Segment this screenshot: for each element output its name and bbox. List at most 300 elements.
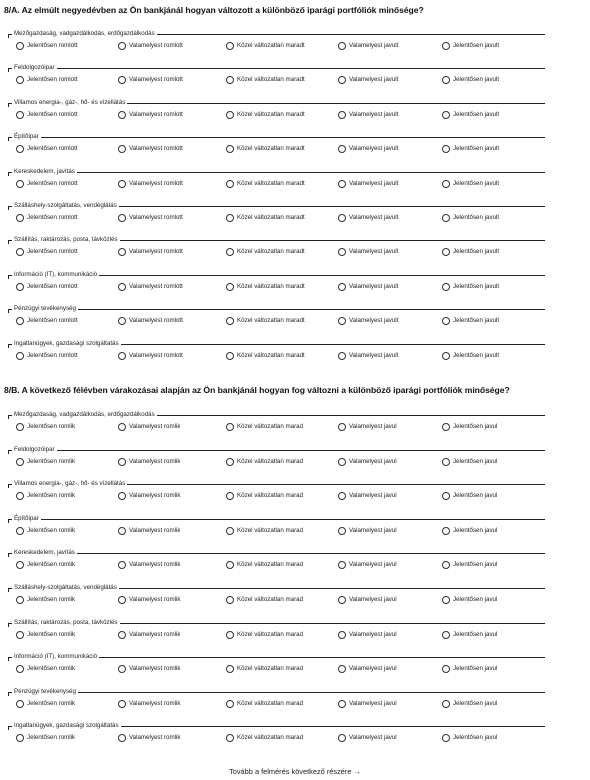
radio-option-label: Jelentősen romlott [27,110,78,118]
radio-option[interactable] [118,75,183,85]
radio-option[interactable] [226,351,305,361]
radio-option[interactable] [442,422,497,432]
radio-button[interactable] [442,631,450,639]
radio-button[interactable] [226,214,234,222]
radio-button[interactable] [442,111,450,119]
group-divider-tick [8,553,9,557]
radio-button[interactable] [118,180,126,188]
radio-group [16,422,545,432]
radio-option-label: Valamelyest javul [349,457,397,465]
radio-option-label: Valamelyest romlott [129,248,183,256]
radio-option[interactable] [16,110,78,120]
radio-button[interactable] [118,423,126,431]
group-divider-tick [8,692,9,696]
radio-option[interactable] [226,630,303,640]
radio-option[interactable] [226,316,305,326]
radio-option[interactable] [16,247,78,257]
radio-option[interactable] [118,422,180,432]
radio-option-label: Jelentősen romlott [27,282,78,290]
radio-button[interactable] [118,248,126,256]
radio-button[interactable] [16,317,24,325]
radio-option[interactable] [226,422,303,432]
radio-option-label: Valamelyest javul [349,561,397,569]
radio-option-label: Valamelyest romlik [129,630,181,638]
radio-option[interactable] [338,422,397,432]
sector-group [8,446,545,480]
radio-button[interactable] [16,145,24,153]
radio-option[interactable] [442,491,497,501]
radio-button[interactable] [338,734,346,742]
radio-option-label: Jelentősen javult [453,282,500,290]
radio-option-label: Közel változatlan maradt [237,110,305,118]
radio-button[interactable] [442,423,450,431]
radio-option[interactable] [442,526,497,536]
radio-option[interactable] [338,457,397,467]
next-section-link[interactable]: Tovább a felmérés következő részére → [229,767,361,776]
radio-button[interactable] [118,734,126,742]
radio-option-label: Közel változatlan maradt [237,145,305,153]
radio-button[interactable] [338,596,346,604]
radio-button[interactable] [442,180,450,188]
radio-button[interactable] [226,145,234,153]
group-divider-tick [8,657,9,661]
radio-option[interactable] [16,41,78,51]
radio-option[interactable] [16,75,78,85]
radio-button[interactable] [118,352,126,360]
radio-button[interactable] [226,111,234,119]
radio-button[interactable] [16,180,24,188]
sector-label: Villamos energia-, gáz-, hő- és vízellátás [14,98,126,106]
radio-option-label: Valamelyest romlik [129,492,181,500]
radio-option[interactable] [338,630,397,640]
radio-button[interactable] [442,492,450,500]
radio-option[interactable] [338,213,398,223]
radio-option[interactable] [118,351,183,361]
radio-button[interactable] [338,283,346,291]
radio-option-label: Valamelyest romlott [129,76,183,84]
radio-button[interactable] [16,700,24,708]
sector-group [8,584,545,618]
radio-option[interactable] [442,110,499,120]
radio-option[interactable] [442,75,499,85]
radio-button[interactable] [226,492,234,500]
radio-button[interactable] [16,283,24,291]
radio-button[interactable] [16,352,24,360]
radio-option-label: Valamelyest romlik [129,665,181,673]
radio-group [16,144,545,154]
radio-button[interactable] [442,700,450,708]
radio-option[interactable] [338,110,398,120]
radio-option-label: Valamelyest romlott [129,110,183,118]
group-divider-tick [8,623,9,627]
radio-button[interactable] [338,631,346,639]
radio-option-label: Valamelyest javult [349,179,399,187]
radio-option[interactable] [118,491,180,501]
radio-button[interactable] [226,42,234,50]
radio-option-label: Valamelyest javul [349,734,397,742]
radio-option-label: Jelentősen javul [453,734,498,742]
radio-button[interactable] [118,492,126,500]
radio-button[interactable] [118,596,126,604]
radio-button[interactable] [442,76,450,84]
radio-button[interactable] [118,665,126,673]
radio-option[interactable] [338,664,397,674]
sector-group [8,549,545,583]
radio-option-label: Valamelyest javult [349,214,399,221]
radio-option[interactable] [16,526,75,536]
radio-button[interactable] [226,76,234,84]
radio-option[interactable] [118,41,183,51]
radio-button[interactable] [226,631,234,639]
radio-button[interactable] [442,561,450,569]
radio-option[interactable] [442,664,497,674]
group-divider-tick [8,68,9,72]
radio-option-label: Valamelyest javul [349,492,397,500]
radio-option[interactable] [442,595,497,605]
radio-option[interactable] [118,316,183,326]
radio-option[interactable] [442,316,499,326]
radio-option-label: Valamelyest javult [349,282,399,290]
radio-option-label: Valamelyest romlott [129,214,183,221]
radio-option[interactable] [16,699,75,709]
radio-group [16,110,545,120]
radio-option-label: Valamelyest romlott [129,179,183,187]
radio-option[interactable] [442,41,499,51]
radio-option-label: Jelentősen romlik [27,665,76,673]
radio-option[interactable] [118,699,180,709]
radio-group [16,179,545,189]
radio-option-label: Jelentősen romlik [27,596,76,603]
radio-button[interactable] [16,76,24,84]
radio-button[interactable] [442,248,450,256]
radio-button[interactable] [118,145,126,153]
radio-option[interactable] [338,595,397,605]
sector-group [8,305,545,339]
radio-option[interactable] [442,351,499,361]
radio-option[interactable] [338,491,397,501]
radio-option[interactable] [442,144,499,154]
group-divider [8,172,545,173]
radio-button[interactable] [118,458,126,466]
radio-button[interactable] [226,527,234,535]
radio-option[interactable] [226,282,305,292]
radio-option[interactable] [226,733,303,743]
group-divider-tick [8,172,9,176]
sector-group [8,722,545,756]
radio-button[interactable] [226,352,234,360]
radio-button[interactable] [338,527,346,535]
radio-option[interactable] [118,179,183,189]
radio-button[interactable] [118,42,126,50]
radio-button[interactable] [16,631,24,639]
radio-option[interactable] [442,247,499,257]
group-divider [8,309,545,310]
radio-group [16,733,545,743]
radio-option[interactable] [16,179,78,189]
radio-button[interactable] [16,734,24,742]
radio-option[interactable] [338,179,398,189]
radio-group [16,75,545,85]
sector-group [8,271,545,305]
radio-option[interactable] [338,247,398,257]
radio-option[interactable] [442,733,497,743]
radio-button[interactable] [118,631,126,639]
radio-option[interactable] [226,144,305,154]
radio-button[interactable] [226,248,234,256]
radio-option[interactable] [442,560,497,570]
sector-label: Építőipar [14,133,39,141]
radio-option-label: Jelentősen romlik [27,492,76,500]
sector-group [8,515,545,549]
radio-button[interactable] [226,283,234,291]
radio-option[interactable] [226,213,305,223]
radio-button[interactable] [338,214,346,222]
radio-option[interactable] [226,526,303,536]
radio-option-label: Jelentősen javul [453,457,498,465]
radio-option-label: Jelentősen javul [453,596,498,603]
radio-group [16,526,545,536]
group-divider-tick [8,275,9,279]
radio-button[interactable] [16,111,24,119]
radio-option[interactable] [338,526,397,536]
radio-button[interactable] [338,180,346,188]
radio-group [16,664,545,674]
radio-option[interactable] [118,733,180,743]
radio-option[interactable] [118,595,180,605]
radio-option[interactable] [338,733,397,743]
radio-option[interactable] [226,560,303,570]
radio-button[interactable] [118,700,126,708]
radio-button[interactable] [226,561,234,569]
radio-option-label: Valamelyest romlik [129,423,181,430]
radio-option[interactable] [16,351,78,361]
radio-option[interactable] [16,422,75,432]
radio-group [16,247,545,257]
radio-option-label: Közel változatlan maradt [237,317,305,325]
radio-button[interactable] [338,248,346,256]
radio-option[interactable] [16,733,75,743]
radio-option[interactable] [226,595,303,605]
radio-option[interactable] [118,144,183,154]
group-divider-tick [8,309,9,313]
radio-button[interactable] [226,317,234,325]
radio-option[interactable] [16,144,78,154]
radio-option-label: Közel változatlan maradt [237,42,305,49]
radio-option-label: Jelentősen javult [453,110,500,118]
sector-group [8,30,545,64]
radio-option-label: Valamelyest javul [349,526,397,534]
radio-option-label: Valamelyest javult [349,76,399,84]
radio-button[interactable] [118,317,126,325]
radio-option[interactable] [118,213,183,223]
radio-button[interactable] [442,145,450,153]
radio-button[interactable] [16,665,24,673]
radio-option-label: Jelentősen romlott [27,76,78,84]
radio-button[interactable] [226,596,234,604]
radio-option[interactable] [226,699,303,709]
radio-option-label: Jelentősen javult [453,351,500,359]
radio-option[interactable] [226,179,305,189]
radio-option-label: Valamelyest javult [349,110,399,118]
radio-option[interactable] [16,630,75,640]
sector-group [8,168,545,202]
radio-button[interactable] [16,458,24,466]
radio-button[interactable] [442,527,450,535]
radio-option-label: Jelentősen javult [453,214,500,221]
radio-option-label: Jelentősen javul [453,699,498,707]
sector-label: Szálláshely-szolgáltatás, vendéglátás [14,584,117,591]
radio-button[interactable] [16,423,24,431]
radio-option[interactable] [338,316,398,326]
radio-button[interactable] [442,665,450,673]
radio-group [16,213,545,223]
sector-label: Mezőgazdaság, vadgazdálkodás, erdőgazdálkodás [14,411,155,418]
radio-option-label: Jelentősen javul [453,630,498,638]
radio-option[interactable] [338,282,398,292]
radio-option-label: Jelentősen javult [453,317,500,325]
radio-button[interactable] [226,665,234,673]
radio-option[interactable] [442,213,499,223]
radio-button[interactable] [442,214,450,222]
radio-option[interactable] [226,664,303,674]
radio-button[interactable] [16,561,24,569]
radio-option[interactable] [118,560,180,570]
sector-group [8,99,545,133]
radio-option-label: Jelentősen romlott [27,179,78,187]
sector-label: Villamos energia-, gáz-, hő- és vízellátás [14,480,126,488]
radio-button[interactable] [16,42,24,50]
group-divider-tick [8,726,9,730]
radio-option-label: Valamelyest romlott [129,282,183,290]
sector-label: Információ (IT), kommunikáció [14,270,98,278]
radio-option[interactable] [338,351,398,361]
radio-button[interactable] [442,734,450,742]
question-title-8b: 8/B. A következő félévben várakozásai alapján az Ön bankjánál hogyan fog változni a különböző iparági portfóliók minősége? [4,385,510,395]
radio-button[interactable] [338,76,346,84]
radio-option[interactable] [442,179,499,189]
radio-button[interactable] [118,214,126,222]
radio-button[interactable] [338,561,346,569]
radio-button[interactable] [118,561,126,569]
radio-option[interactable] [226,247,305,257]
radio-option[interactable] [338,699,397,709]
radio-button[interactable] [226,180,234,188]
radio-button[interactable] [442,352,450,360]
radio-option[interactable] [16,213,78,223]
radio-option[interactable] [338,144,398,154]
sector-group [8,688,545,722]
radio-button[interactable] [226,700,234,708]
sector-group [8,236,545,270]
radio-button[interactable] [226,734,234,742]
radio-option[interactable] [226,41,305,51]
radio-button[interactable] [16,527,24,535]
radio-option[interactable] [226,110,305,120]
radio-option[interactable] [118,457,180,467]
radio-option-label: Valamelyest javul [349,665,397,673]
radio-option[interactable] [118,526,180,536]
radio-button[interactable] [442,596,450,604]
radio-option-label: Jelentősen romlik [27,526,76,534]
radio-option[interactable] [338,560,397,570]
radio-option[interactable] [16,595,75,605]
radio-button[interactable] [338,423,346,431]
radio-button[interactable] [118,76,126,84]
radio-option-label: Jelentősen romlik [27,561,76,569]
radio-option-label: Valamelyest romlik [129,734,181,742]
radio-button[interactable] [338,145,346,153]
radio-button[interactable] [442,458,450,466]
radio-button[interactable] [338,700,346,708]
radio-button[interactable] [338,492,346,500]
radio-button[interactable] [338,352,346,360]
group-divider [8,450,545,451]
radio-option[interactable] [442,699,497,709]
radio-option[interactable] [338,75,398,85]
radio-option[interactable] [338,41,398,51]
radio-option-label: Jelentősen romlott [27,248,78,256]
radio-button[interactable] [442,42,450,50]
radio-button[interactable] [118,527,126,535]
radio-button[interactable] [338,111,346,119]
radio-option-label: Valamelyest javult [349,351,399,359]
radio-option[interactable] [118,664,180,674]
radio-option-label: Közel változatlan marad [237,423,304,430]
radio-option-label: Közel változatlan marad [237,492,304,500]
radio-option[interactable] [16,560,75,570]
radio-option[interactable] [442,630,497,640]
radio-option[interactable] [16,457,75,467]
radio-button[interactable] [16,492,24,500]
radio-option[interactable] [118,110,183,120]
radio-button[interactable] [226,458,234,466]
radio-option[interactable] [226,75,305,85]
radio-button[interactable] [118,111,126,119]
group-divider [8,137,545,138]
radio-button[interactable] [338,458,346,466]
radio-button[interactable] [16,596,24,604]
radio-option[interactable] [118,282,183,292]
radio-option-label: Jelentősen romlott [27,145,78,153]
radio-option[interactable] [226,491,303,501]
sector-group [8,411,545,445]
radio-option[interactable] [16,316,78,326]
radio-option[interactable] [442,457,497,467]
radio-group [16,457,545,467]
radio-option[interactable] [16,282,78,292]
group-divider-tick [8,519,9,523]
radio-option[interactable] [16,491,75,501]
radio-button[interactable] [226,423,234,431]
radio-button[interactable] [442,283,450,291]
radio-option-label: Valamelyest romlik [129,457,181,465]
radio-option-label: Közel változatlan marad [237,630,304,638]
radio-button[interactable] [16,214,24,222]
radio-button[interactable] [118,283,126,291]
radio-button[interactable] [16,248,24,256]
radio-button[interactable] [338,317,346,325]
radio-option[interactable] [118,630,180,640]
radio-option[interactable] [16,664,75,674]
radio-option-label: Közel változatlan marad [237,561,304,569]
radio-option[interactable] [442,282,499,292]
radio-option[interactable] [226,457,303,467]
radio-button[interactable] [338,665,346,673]
radio-option[interactable] [118,247,183,257]
radio-button[interactable] [338,42,346,50]
radio-option-label: Közel változatlan marad [237,596,304,603]
radio-button[interactable] [442,317,450,325]
